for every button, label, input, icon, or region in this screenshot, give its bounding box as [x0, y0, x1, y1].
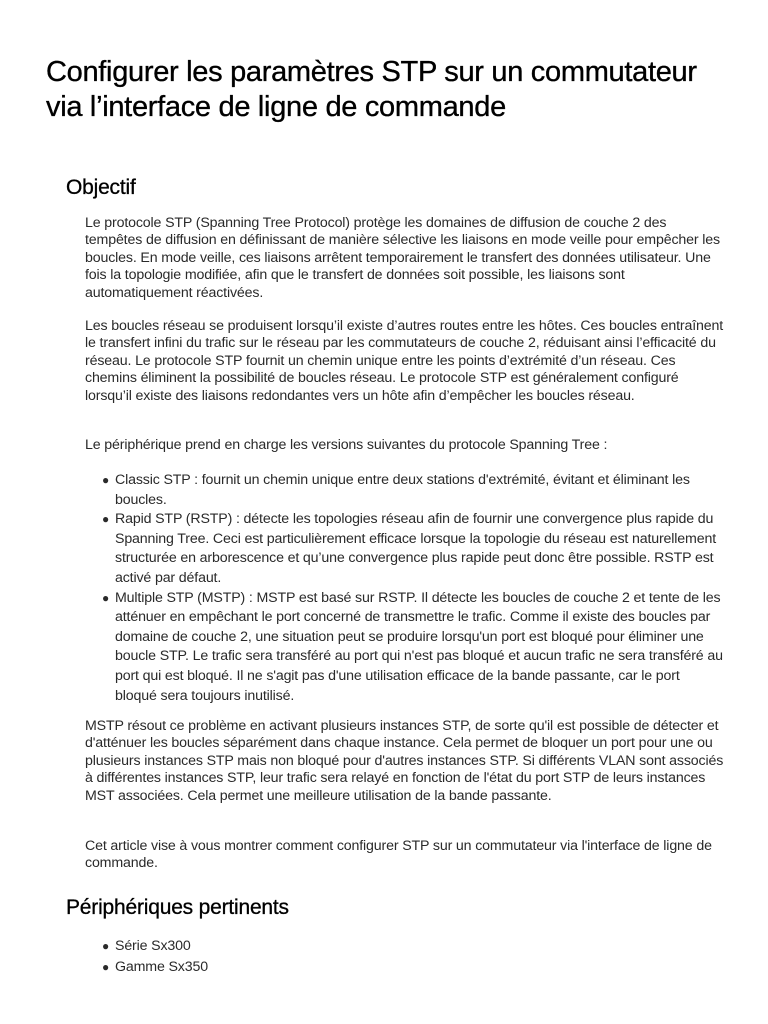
list-item-text: Multiple STP (MSTP) : MSTP est basé sur RSTP. Il détecte les boucles de couche 2 et tente de les atténuer en empêchant le port concerné de transmettre le trafic. Comme il existe des boucles par domaine de couche 2, une situation peut se produire lorsqu'un port est bloqué pour éliminer une boucle STP. Le trafic sera transféré au port qui n'est pas bloqué et aucun trafic ne sera transféré au port qui est bloqué. Il ne s'agit pas d'une utilisation efficace de la bande passante, car le port bloqué sera toujours inutilisé.	[115, 589, 723, 704]
section-heading-objective: Objectif	[66, 176, 136, 199]
objective-paragraph: Le protocole STP (Spanning Tree Protocol) protège les domaines de diffusion de couche 2 des tempêtes de diffusion en définissant de manière sélective les liaisons en mode veille pour empêcher les boucles. En mode veille, ces liaisons arrêtent temporairement le transfert des données utilisateur. Une fois la topologie modifiée, afin que le transfert de données soit possible, les liaisons sont automatiquement réactivées.	[85, 215, 720, 301]
objective-paragraph: Les boucles réseau se produisent lorsqu’il existe d’autres routes entre les hôtes. Ces boucles entraînent le transfert infini du trafic sur le réseau par les commutateurs de couche 2, réduisant ainsi l’efficacité du réseau. Le protocole STP fournit un chemin unique entre les points d’extrémité d’un réseau. Ces chemins éliminent la possibilité de boucles réseau. Le protocole STP est généralement configuré lorsqu’il existe des liaisons redondantes vers un hôte afin d’empêcher les boucles réseau.	[85, 318, 724, 404]
list-item	[100, 936, 725, 957]
bullet-icon: ●	[102, 939, 110, 953]
bullet-icon: ●	[102, 960, 110, 974]
list-item-text: Série Sx300	[115, 938, 191, 954]
list-item-text: Gamme Sx350	[115, 959, 208, 975]
section-heading-devices: Périphériques pertinents	[66, 896, 289, 919]
list-item	[100, 589, 725, 707]
objective-paragraph: MSTP résout ce problème en activant plusieurs instances STP, de sorte qu'il est possible de détecter et d'atténuer les boucles séparément dans chaque instance. Cela permet de bloquer un port pour une ou plusieurs instances STP mais non bloqué pour d'autres instances STP. Si différents VLAN sont associés à différentes instances STP, leur trafic sera relayé en fonction de l'état du port STP de leurs instances MST associées. Cela permet une meilleure utilisation de la bande passante.	[85, 718, 724, 804]
bullet-icon: ●	[102, 590, 110, 605]
list-item-text: Classic STP : fournit un chemin unique entre deux stations d'extrémité, évitant et éliminant les boucles.	[115, 472, 690, 508]
page-title: Configurer les paramètres STP sur un commutateur via l’interface de ligne de commande	[46, 56, 697, 123]
bullet-icon: ●	[102, 473, 110, 487]
objective-paragraph: Cet article vise à vous montrer comment configurer STP sur un commutateur via l'interface de ligne de commande.	[85, 838, 712, 872]
bullet-icon: ●	[102, 512, 110, 527]
list-item	[100, 510, 725, 588]
list-item	[100, 957, 725, 978]
device-list	[100, 936, 725, 978]
list-item-text: Rapid STP (RSTP) : détecte les topologies réseau afin de fournir une convergence plus rapide du Spanning Tree. Ceci est particulièrement efficace lorsque la topologie du réseau est naturellement structurée en arborescence et qu’une convergence plus rapide peut donc être possible. RSTP est activé par défaut.	[115, 511, 716, 586]
objective-paragraph: Le périphérique prend en charge les versions suivantes du protocole Spanning Tree :	[85, 437, 608, 453]
list-item	[100, 471, 725, 510]
stp-version-list	[100, 471, 725, 706]
